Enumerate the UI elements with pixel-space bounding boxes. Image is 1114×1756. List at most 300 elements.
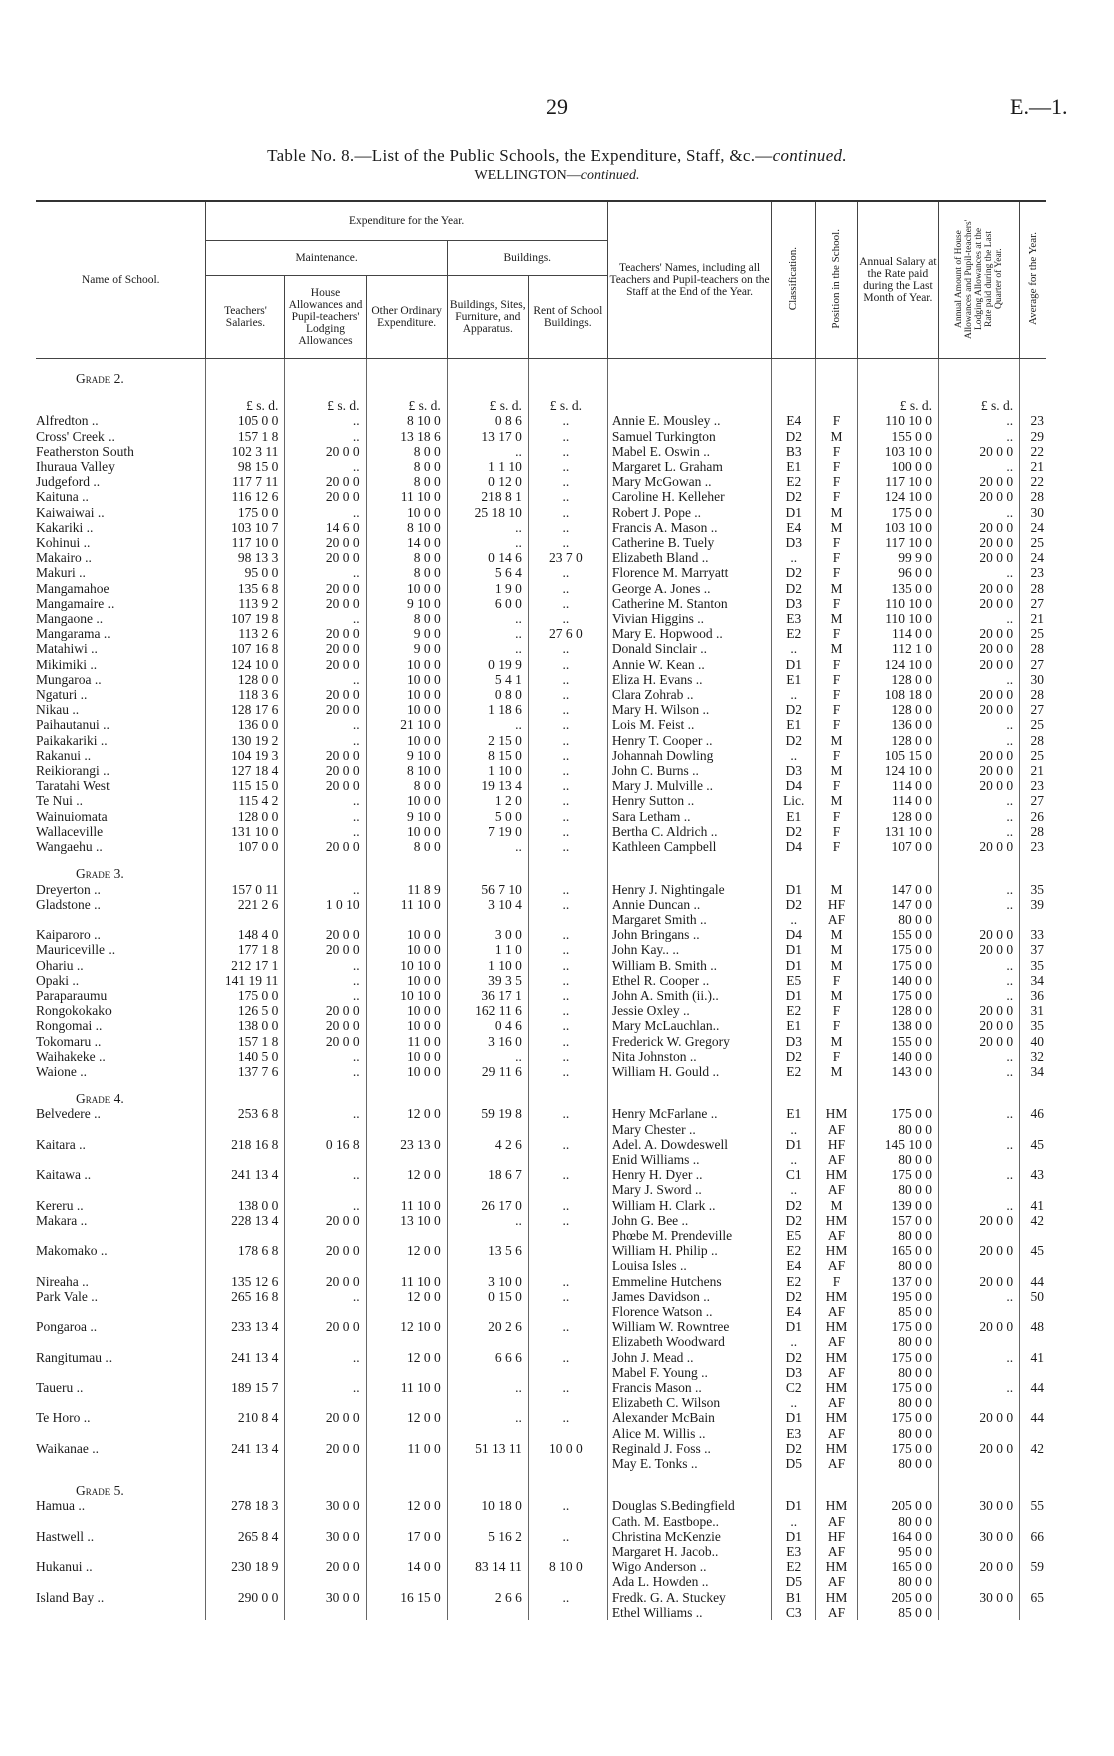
grade-row [36, 1079, 1046, 1106]
classification-cell: C2 [772, 1380, 816, 1395]
other-ordinary-cell: 16 15 0 [366, 1590, 447, 1605]
house-allowances-cell: 20 0 0 [285, 657, 366, 672]
teacher-name-cell: Annie Duncan .. [607, 897, 771, 912]
grade-spacer-cell [607, 1471, 771, 1498]
teachers-salaries-cell: 105 0 0 [206, 413, 285, 428]
buildings-sites-cell: 2 15 0 [447, 733, 528, 748]
annual-salary-cell: 143 0 0 [857, 1064, 938, 1079]
average-cell: 37 [1020, 942, 1046, 957]
other-ordinary-cell: 11 0 0 [366, 1441, 447, 1456]
annual-salary-cell: 80 0 0 [857, 1574, 938, 1589]
table-row [36, 535, 1046, 550]
house-allowances-cell [285, 1574, 366, 1589]
other-ordinary-cell [366, 1228, 447, 1243]
school-name-cell: Judgeford .. [36, 474, 101, 490]
classification-cell: D2 [772, 565, 816, 580]
average-cell: 28 [1020, 641, 1046, 656]
annual-amount-cell [938, 912, 1019, 927]
house-allowances-cell: 1 0 10 [285, 897, 366, 912]
teacher-name-cell: William H. Clark .. [607, 1198, 771, 1213]
average-cell [1020, 912, 1046, 927]
rent-cell: .. [528, 1380, 607, 1395]
other-ordinary-cell: 10 0 0 [366, 824, 447, 839]
table-row [36, 702, 1046, 717]
table-row [36, 1034, 1046, 1049]
teacher-name-cell: Annie E. Mousley .. [607, 413, 771, 428]
other-ordinary-cell: 8 0 0 [366, 550, 447, 565]
school-name-cell: Mangaone .. [36, 611, 104, 627]
annual-salary-cell: 108 18 0 [857, 687, 938, 702]
rent-cell: .. [528, 429, 607, 444]
teacher-name-cell: Phœbe M. Prendeville [607, 1228, 771, 1243]
position-cell: AF [816, 1258, 858, 1273]
average-cell: 24 [1020, 520, 1046, 535]
table-row [36, 824, 1046, 839]
annual-amount-cell: 20 0 0 [938, 942, 1019, 957]
classification-cell: .. [772, 1152, 816, 1167]
classification-cell: E1 [772, 1106, 816, 1121]
house-allowances-cell: 20 0 0 [285, 1034, 366, 1049]
house-allowances-cell: 20 0 0 [285, 1018, 366, 1033]
school-name-cell [36, 1605, 206, 1620]
grade-spacer-cell [1020, 1471, 1046, 1498]
other-ordinary-cell: 8 0 0 [366, 839, 447, 854]
teachers-salaries-cell: 177 1 8 [206, 942, 285, 957]
classification-cell: E2 [772, 626, 816, 641]
average-cell: 44 [1020, 1410, 1046, 1425]
average-cell [1020, 1152, 1046, 1167]
teachers-salaries-cell [206, 1228, 285, 1243]
other-ordinary-cell: 8 0 0 [366, 474, 447, 489]
table-row [36, 550, 1046, 565]
classification-cell: D4 [772, 927, 816, 942]
teacher-name-cell: Francis Mason .. [607, 1380, 771, 1395]
table-row [36, 1365, 1046, 1380]
teachers-salaries-cell [206, 912, 285, 927]
table-row [36, 748, 1046, 763]
annual-salary-cell: 155 0 0 [857, 429, 938, 444]
grade-label: Grade 3. [76, 866, 124, 882]
house-allowances-cell: .. [285, 809, 366, 824]
buildings-sites-cell: 0 15 0 [447, 1289, 528, 1304]
annual-amount-cell [938, 1605, 1019, 1620]
position-cell: AF [816, 1304, 858, 1319]
annual-salary-cell: 80 0 0 [857, 1228, 938, 1243]
table-row [36, 1228, 1046, 1243]
grade-label: Grade 2. [76, 371, 124, 386]
teachers-salaries-cell: 103 10 7 [206, 520, 285, 535]
teachers-salaries-cell [206, 1152, 285, 1167]
buildings-sites-cell: 1 10 0 [447, 958, 528, 973]
grade-spacer-cell [366, 1079, 447, 1106]
average-cell: 25 [1020, 717, 1046, 732]
annual-salary-cell: 114 0 0 [857, 626, 938, 641]
school-name-cell [36, 1228, 206, 1243]
page-reference: E.—1. [1010, 94, 1068, 119]
annual-salary-cell: 110 10 0 [857, 611, 938, 626]
annual-salary-cell: 95 0 0 [857, 1544, 938, 1559]
teachers-salaries-cell: 98 15 0 [206, 459, 285, 474]
position-cell: HM [816, 1559, 858, 1574]
other-ordinary-cell: 12 0 0 [366, 1498, 447, 1513]
grade-spacer-cell [816, 359, 858, 387]
table-row [36, 1544, 1046, 1559]
other-ordinary-cell: 8 10 0 [366, 413, 447, 428]
average-cell [1020, 1395, 1046, 1410]
annual-salary-cell: 155 0 0 [857, 1034, 938, 1049]
teacher-name-cell: Henry J. Nightingale [607, 882, 771, 897]
annual-salary-cell: 175 0 0 [857, 505, 938, 520]
teachers-salaries-cell: 141 19 11 [206, 973, 285, 988]
table-row [36, 778, 1046, 793]
classification-cell: E1 [772, 717, 816, 732]
school-name-cell: Opaki .. [36, 972, 80, 988]
teacher-name-cell: Mary McGowan .. [607, 474, 771, 489]
buildings-sites-cell: 19 13 4 [447, 778, 528, 793]
buildings-sites-cell: 0 12 0 [447, 474, 528, 489]
buildings-sites-cell: .. [447, 641, 528, 656]
average-cell [1020, 1304, 1046, 1319]
annual-salary-cell: 105 15 0 [857, 748, 938, 763]
grade-row [36, 1471, 1046, 1498]
average-cell [1020, 1605, 1046, 1620]
grade-spacer-cell [607, 1079, 771, 1106]
teachers-salaries-cell: 290 0 0 [206, 1590, 285, 1605]
grade-spacer-cell [607, 854, 771, 881]
average-cell: 23 [1020, 413, 1046, 428]
house-allowances-cell: .. [285, 1198, 366, 1213]
classification-cell: .. [772, 1182, 816, 1197]
table-row [36, 505, 1046, 520]
buildings-sites-cell: .. [447, 520, 528, 535]
annual-amount-cell: .. [938, 1198, 1019, 1213]
school-name-cell [36, 1152, 206, 1167]
house-allowances-cell: .. [285, 793, 366, 808]
table-row [36, 1380, 1046, 1395]
table-row [36, 793, 1046, 808]
classification-cell: C3 [772, 1605, 816, 1620]
table-row [36, 1198, 1046, 1213]
annual-amount-cell [938, 1182, 1019, 1197]
average-cell: 66 [1020, 1529, 1046, 1544]
teachers-salaries-cell: 157 0 11 [206, 882, 285, 897]
annual-salary-cell: 80 0 0 [857, 1122, 938, 1137]
other-ordinary-cell [366, 1544, 447, 1559]
buildings-sites-cell: 3 0 0 [447, 927, 528, 942]
rent-cell: .. [528, 733, 607, 748]
annual-amount-cell: 20 0 0 [938, 839, 1019, 854]
annual-amount-cell: 20 0 0 [938, 702, 1019, 717]
teacher-name-cell: Annie W. Kean .. [607, 657, 771, 672]
annual-salary-cell: 103 10 0 [857, 444, 938, 459]
annual-amount-cell [938, 1334, 1019, 1349]
grade-label: Grade 5. [76, 1483, 124, 1499]
position-cell: HM [816, 1350, 858, 1365]
other-ordinary-cell [366, 1605, 447, 1620]
teacher-name-cell: Mary E. Hopwood .. [607, 626, 771, 641]
teachers-salaries-cell: 175 0 0 [206, 988, 285, 1003]
table-row [36, 1574, 1046, 1589]
annual-salary-cell: 165 0 0 [857, 1559, 938, 1574]
annual-salary-cell: 175 0 0 [857, 1380, 938, 1395]
school-name-cell: Ngaturi .. [36, 687, 88, 703]
classification-cell: D1 [772, 988, 816, 1003]
house-allowances-cell: .. [285, 1380, 366, 1395]
teacher-name-cell: Caroline H. Kelleher [607, 489, 771, 504]
rent-cell: .. [528, 1350, 607, 1365]
buildings-sites-cell: .. [447, 535, 528, 550]
house-allowances-cell: 20 0 0 [285, 1243, 366, 1258]
buildings-sites-cell: 29 11 6 [447, 1064, 528, 1079]
rent-cell: .. [528, 474, 607, 489]
house-allowances-cell: .. [285, 429, 366, 444]
teacher-name-cell: John G. Bee .. [607, 1213, 771, 1228]
average-cell: 39 [1020, 897, 1046, 912]
buildings-sites-cell: 59 19 8 [447, 1106, 528, 1121]
annual-amount-cell: 20 0 0 [938, 1319, 1019, 1334]
teachers-salaries-cell: 115 4 2 [206, 793, 285, 808]
house-allowances-cell: .. [285, 672, 366, 687]
house-allowances-cell: 20 0 0 [285, 444, 366, 459]
teacher-name-cell: Henry H. Dyer .. [607, 1167, 771, 1182]
position-cell: AF [816, 1574, 858, 1589]
table-row [36, 839, 1046, 854]
buildings-sites-cell: 10 18 0 [447, 1498, 528, 1513]
annual-salary-cell: 85 0 0 [857, 1605, 938, 1620]
annual-salary-cell: 138 0 0 [857, 1018, 938, 1033]
classification-cell: E3 [772, 1426, 816, 1441]
table-row [36, 1018, 1046, 1033]
grade-spacer-cell [938, 1471, 1019, 1498]
rent-cell: .. [528, 672, 607, 687]
position-cell: M [816, 581, 858, 596]
classification-cell: E1 [772, 1018, 816, 1033]
rent-cell: .. [528, 1064, 607, 1079]
house-allowances-cell [285, 1304, 366, 1319]
annual-salary-cell: 80 0 0 [857, 1514, 938, 1529]
rent-cell: .. [528, 1106, 607, 1121]
grade-spacer-cell [206, 359, 285, 387]
annual-salary-cell: 157 0 0 [857, 1213, 938, 1228]
header-buildings-group: Buildings. [447, 241, 607, 276]
other-ordinary-cell: 8 0 0 [366, 778, 447, 793]
table-row [36, 626, 1046, 641]
grade-spacer-cell [366, 359, 447, 387]
house-allowances-cell: 20 0 0 [285, 596, 366, 611]
annual-salary-cell: 128 0 0 [857, 733, 938, 748]
position-cell: HM [816, 1441, 858, 1456]
rent-cell: .. [528, 1167, 607, 1182]
school-name-cell: Te Nui .. [36, 793, 84, 809]
table-row [36, 1106, 1046, 1121]
rent-cell: 27 6 0 [528, 626, 607, 641]
other-ordinary-cell: 12 0 0 [366, 1289, 447, 1304]
buildings-sites-cell [447, 1334, 528, 1349]
other-ordinary-cell: 11 10 0 [366, 897, 447, 912]
school-name-cell [36, 1514, 206, 1529]
house-allowances-cell [285, 1228, 366, 1243]
rent-cell: .. [528, 1198, 607, 1213]
rent-cell: .. [528, 973, 607, 988]
rent-cell: .. [528, 748, 607, 763]
teacher-name-cell: John J. Mead .. [607, 1350, 771, 1365]
position-cell: M [816, 611, 858, 626]
annual-amount-cell: 20 0 0 [938, 1213, 1019, 1228]
school-name-cell: Mangamahoe [36, 580, 110, 596]
annual-amount-cell: 20 0 0 [938, 641, 1019, 656]
position-cell: F [816, 717, 858, 732]
classification-cell: .. [772, 687, 816, 702]
annual-amount-cell: .. [938, 672, 1019, 687]
position-cell: AF [816, 1182, 858, 1197]
rent-cell: .. [528, 1319, 607, 1334]
other-ordinary-cell: 21 10 0 [366, 717, 447, 732]
house-allowances-cell: 20 0 0 [285, 1003, 366, 1018]
teacher-name-cell: George A. Jones .. [607, 581, 771, 596]
classification-cell: D3 [772, 763, 816, 778]
house-allowances-cell [285, 1122, 366, 1137]
units-cell: £ s. d. [938, 386, 1019, 413]
other-ordinary-cell: 10 0 0 [366, 672, 447, 687]
teachers-salaries-cell: 137 7 6 [206, 1064, 285, 1079]
position-cell: AF [816, 1334, 858, 1349]
teachers-salaries-cell [206, 1334, 285, 1349]
teachers-salaries-cell: 113 9 2 [206, 596, 285, 611]
teacher-name-cell: Margaret Smith .. [607, 912, 771, 927]
teachers-salaries-cell: 104 19 3 [206, 748, 285, 763]
annual-amount-cell: .. [938, 565, 1019, 580]
grade-spacer-cell [857, 854, 938, 881]
teacher-name-cell: Reginald J. Foss .. [607, 1441, 771, 1456]
classification-cell: E5 [772, 973, 816, 988]
teacher-name-cell: Enid Williams .. [607, 1152, 771, 1167]
teachers-salaries-cell [206, 1395, 285, 1410]
grade-row [36, 359, 1046, 387]
buildings-sites-cell: 8 15 0 [447, 748, 528, 763]
average-cell [1020, 1122, 1046, 1137]
grade-spacer-cell [857, 1471, 938, 1498]
average-cell [1020, 1456, 1046, 1471]
position-cell: F [816, 824, 858, 839]
teachers-salaries-cell: 157 1 8 [206, 1034, 285, 1049]
school-name-cell: Paikakariki .. [36, 732, 108, 748]
rent-cell: .. [528, 535, 607, 550]
buildings-sites-cell: 0 8 6 [447, 413, 528, 428]
units-cell: £ s. d. [285, 386, 366, 413]
position-cell: M [816, 958, 858, 973]
other-ordinary-cell: 17 0 0 [366, 1529, 447, 1544]
rent-cell [528, 1122, 607, 1137]
classification-cell: D1 [772, 1498, 816, 1513]
buildings-sites-cell [447, 1365, 528, 1380]
table-row [36, 958, 1046, 973]
other-ordinary-cell: 11 10 0 [366, 1380, 447, 1395]
table-row [36, 1559, 1046, 1574]
annual-amount-cell: .. [938, 611, 1019, 626]
teacher-name-cell: Mary H. Wilson .. [607, 702, 771, 717]
house-allowances-cell: 30 0 0 [285, 1590, 366, 1605]
average-cell: 30 [1020, 505, 1046, 520]
teacher-name-cell: Mary McLauchlan.. [607, 1018, 771, 1033]
annual-salary-cell: 205 0 0 [857, 1590, 938, 1605]
grade-spacer-cell [772, 854, 816, 881]
table-row [36, 897, 1046, 912]
house-allowances-cell: 0 16 8 [285, 1137, 366, 1152]
other-ordinary-cell: 13 18 6 [366, 429, 447, 444]
rent-cell [528, 1605, 607, 1620]
rent-cell: .. [528, 1034, 607, 1049]
annual-amount-cell [938, 1544, 1019, 1559]
average-cell [1020, 1574, 1046, 1589]
table-row [36, 1319, 1046, 1334]
classification-cell: .. [772, 1334, 816, 1349]
annual-amount-cell: 20 0 0 [938, 657, 1019, 672]
school-name-cell: Belvedere .. [36, 1106, 101, 1122]
other-ordinary-cell: 9 10 0 [366, 809, 447, 824]
annual-amount-cell: .. [938, 809, 1019, 824]
table-body [36, 359, 1046, 1621]
school-name-cell: Nireaha .. [36, 1273, 89, 1289]
teacher-name-cell: James Davidson .. [607, 1289, 771, 1304]
teacher-name-cell: Kathleen Campbell [607, 839, 771, 854]
average-cell: 28 [1020, 687, 1046, 702]
classification-cell: D2 [772, 824, 816, 839]
annual-salary-cell: 110 10 0 [857, 596, 938, 611]
rent-cell [528, 1304, 607, 1319]
average-cell: 28 [1020, 733, 1046, 748]
buildings-sites-cell: .. [447, 839, 528, 854]
other-ordinary-cell [366, 1395, 447, 1410]
annual-amount-cell: .. [938, 824, 1019, 839]
house-allowances-cell: .. [285, 824, 366, 839]
classification-cell: D4 [772, 778, 816, 793]
buildings-sites-cell: 5 0 0 [447, 809, 528, 824]
rent-cell: .. [528, 778, 607, 793]
teachers-salaries-cell: 128 0 0 [206, 672, 285, 687]
buildings-sites-cell: 0 14 6 [447, 550, 528, 565]
buildings-sites-cell: 5 4 1 [447, 672, 528, 687]
rent-cell: 23 7 0 [528, 550, 607, 565]
rent-cell: .. [528, 1137, 607, 1152]
table-row [36, 1426, 1046, 1441]
position-cell: M [816, 882, 858, 897]
classification-cell: E1 [772, 459, 816, 474]
school-name-cell: Mauriceville .. [36, 942, 116, 958]
average-cell: 22 [1020, 444, 1046, 459]
position-cell: F [816, 444, 858, 459]
teachers-salaries-cell: 130 19 2 [206, 733, 285, 748]
annual-salary-cell: 140 0 0 [857, 1049, 938, 1064]
rent-cell: .. [528, 657, 607, 672]
house-allowances-cell: 20 0 0 [285, 687, 366, 702]
average-cell: 40 [1020, 1034, 1046, 1049]
teachers-salaries-cell: 218 16 8 [206, 1137, 285, 1152]
house-allowances-cell: 20 0 0 [285, 626, 366, 641]
average-cell: 41 [1020, 1350, 1046, 1365]
teachers-salaries-cell [206, 1258, 285, 1273]
table-row [36, 1274, 1046, 1289]
house-allowances-cell: 20 0 0 [285, 839, 366, 854]
classification-cell: E4 [772, 1258, 816, 1273]
position-cell: M [816, 988, 858, 1003]
school-name-cell: Ihuraua Valley [36, 459, 115, 475]
teachers-salaries-cell [206, 1456, 285, 1471]
units-cell [816, 386, 858, 413]
rent-cell: 10 0 0 [528, 1441, 607, 1456]
average-cell: 31 [1020, 1003, 1046, 1018]
school-name-cell: Rongokokako [36, 1003, 112, 1019]
table-row [36, 1456, 1046, 1471]
